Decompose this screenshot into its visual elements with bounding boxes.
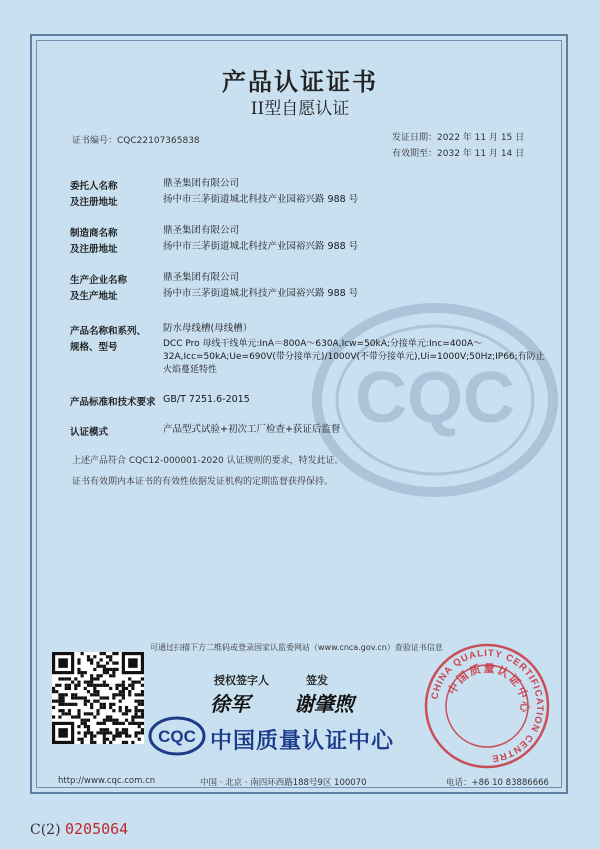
seal-inner-text: 中国质量认证中心: [445, 661, 532, 715]
certification-seal: [423, 642, 551, 770]
maker-address: 扬中市三茅街道城北科技产业园裕兴路 988 号: [163, 241, 359, 252]
qr-code[interactable]: [52, 652, 144, 744]
maker-label-1: 制造商名称: [70, 228, 118, 239]
client-label-1: 委托人名称: [70, 181, 118, 192]
factory-label-2: 及生产地址: [70, 291, 118, 302]
statement-1: 上述产品符合 CQC12-000001-2020 认证规则的要求，特发此证。: [72, 456, 344, 466]
product-spec-2: 32A,Icc=50kA;Ue=690V(带分接单元)/1000V(不带分接单元),Ui=1000V;50Hz;IP66;有防止: [163, 352, 545, 362]
product-spec-1: DCC Pro 母线干线单元:InA＝800A～630A,Icw=50kA;分接单元:Inc=400A～: [163, 339, 483, 349]
cert-number-value: CQC22107365838: [117, 136, 200, 146]
client-name: 鼎圣集团有限公司: [163, 178, 240, 189]
serial-number: [30, 820, 128, 838]
cqc-logo: [148, 716, 206, 756]
cert-number-label: 证书编号：: [72, 136, 118, 146]
footer-phone: 电话：+86 10 83886666: [446, 778, 549, 788]
product-label-1: 产品名称和系列、: [70, 326, 147, 337]
cert-number: [72, 133, 200, 146]
maker-label-2: 及注册地址: [70, 244, 118, 255]
verify-note: 可通过扫描下方二维码或登录国家认监委网站（www.cnca.gov.cn）查验证书信息: [150, 643, 443, 652]
mode-value: 产品型式试验+初次工厂检查+获证后监督: [163, 424, 341, 435]
watermark-text: CQC: [355, 358, 515, 438]
standard-value: GB/T 7251.6-2015: [163, 394, 250, 405]
expiry-date-label: 有效期至：: [392, 149, 438, 159]
signatory-label: 授权签字人: [214, 674, 269, 687]
footer-address: 中国 · 北京 · 南四环西路188号9区 100070: [200, 778, 367, 788]
issue-date-value: 2022 年 11 月 15 日: [437, 133, 525, 143]
factory-name: 鼎圣集团有限公司: [163, 272, 240, 283]
seal-outer-text: CHINA QUALITY CERTIFICATION CENTRE: [429, 647, 546, 764]
factory-label-1: 生产企业名称: [70, 275, 128, 286]
cqc-logo-text: CQC: [158, 727, 196, 746]
footer-website[interactable]: http://www.cqc.com.cn: [58, 776, 156, 786]
certificate-subtitle: II型自愿认证: [250, 99, 350, 119]
issue-date-label: 发证日期：: [392, 133, 438, 143]
product-label-2: 规格、型号: [70, 342, 118, 353]
maker-name: 鼎圣集团有限公司: [163, 225, 240, 236]
expiry-date-value: 2032 年 11 月 14 日: [437, 149, 525, 159]
mode-label: 认证模式: [70, 427, 109, 438]
issuer-center-name: 中国质量认证中心: [210, 729, 395, 754]
client-label-2: 及注册地址: [70, 197, 118, 208]
product-spec-3: 火焰蔓延特性: [163, 365, 218, 375]
statement-2: 证书有效期内本证书的有效性依据发证机构的定期监督获得保持。: [72, 477, 334, 487]
expiry-date: [392, 146, 524, 159]
serial-prefix: C(2): [30, 822, 61, 838]
issuer-label: 签发: [306, 674, 328, 687]
certificate-title: 产品认证证书: [222, 68, 378, 96]
serial-value: 0205064: [65, 820, 129, 838]
product-name: 防水母线槽(母线槽）: [163, 323, 253, 334]
standard-label: 产品标准和技术要求: [70, 397, 156, 408]
cqc-watermark: [310, 300, 560, 500]
factory-address: 扬中市三茅街道城北科技产业园裕兴路 988 号: [163, 288, 359, 299]
signature-2: 谢肇煦: [294, 692, 354, 716]
issue-date: [392, 130, 524, 143]
client-address: 扬中市三茅街道城北科技产业园裕兴路 988 号: [163, 194, 359, 205]
signature-1: 徐军: [210, 692, 250, 716]
